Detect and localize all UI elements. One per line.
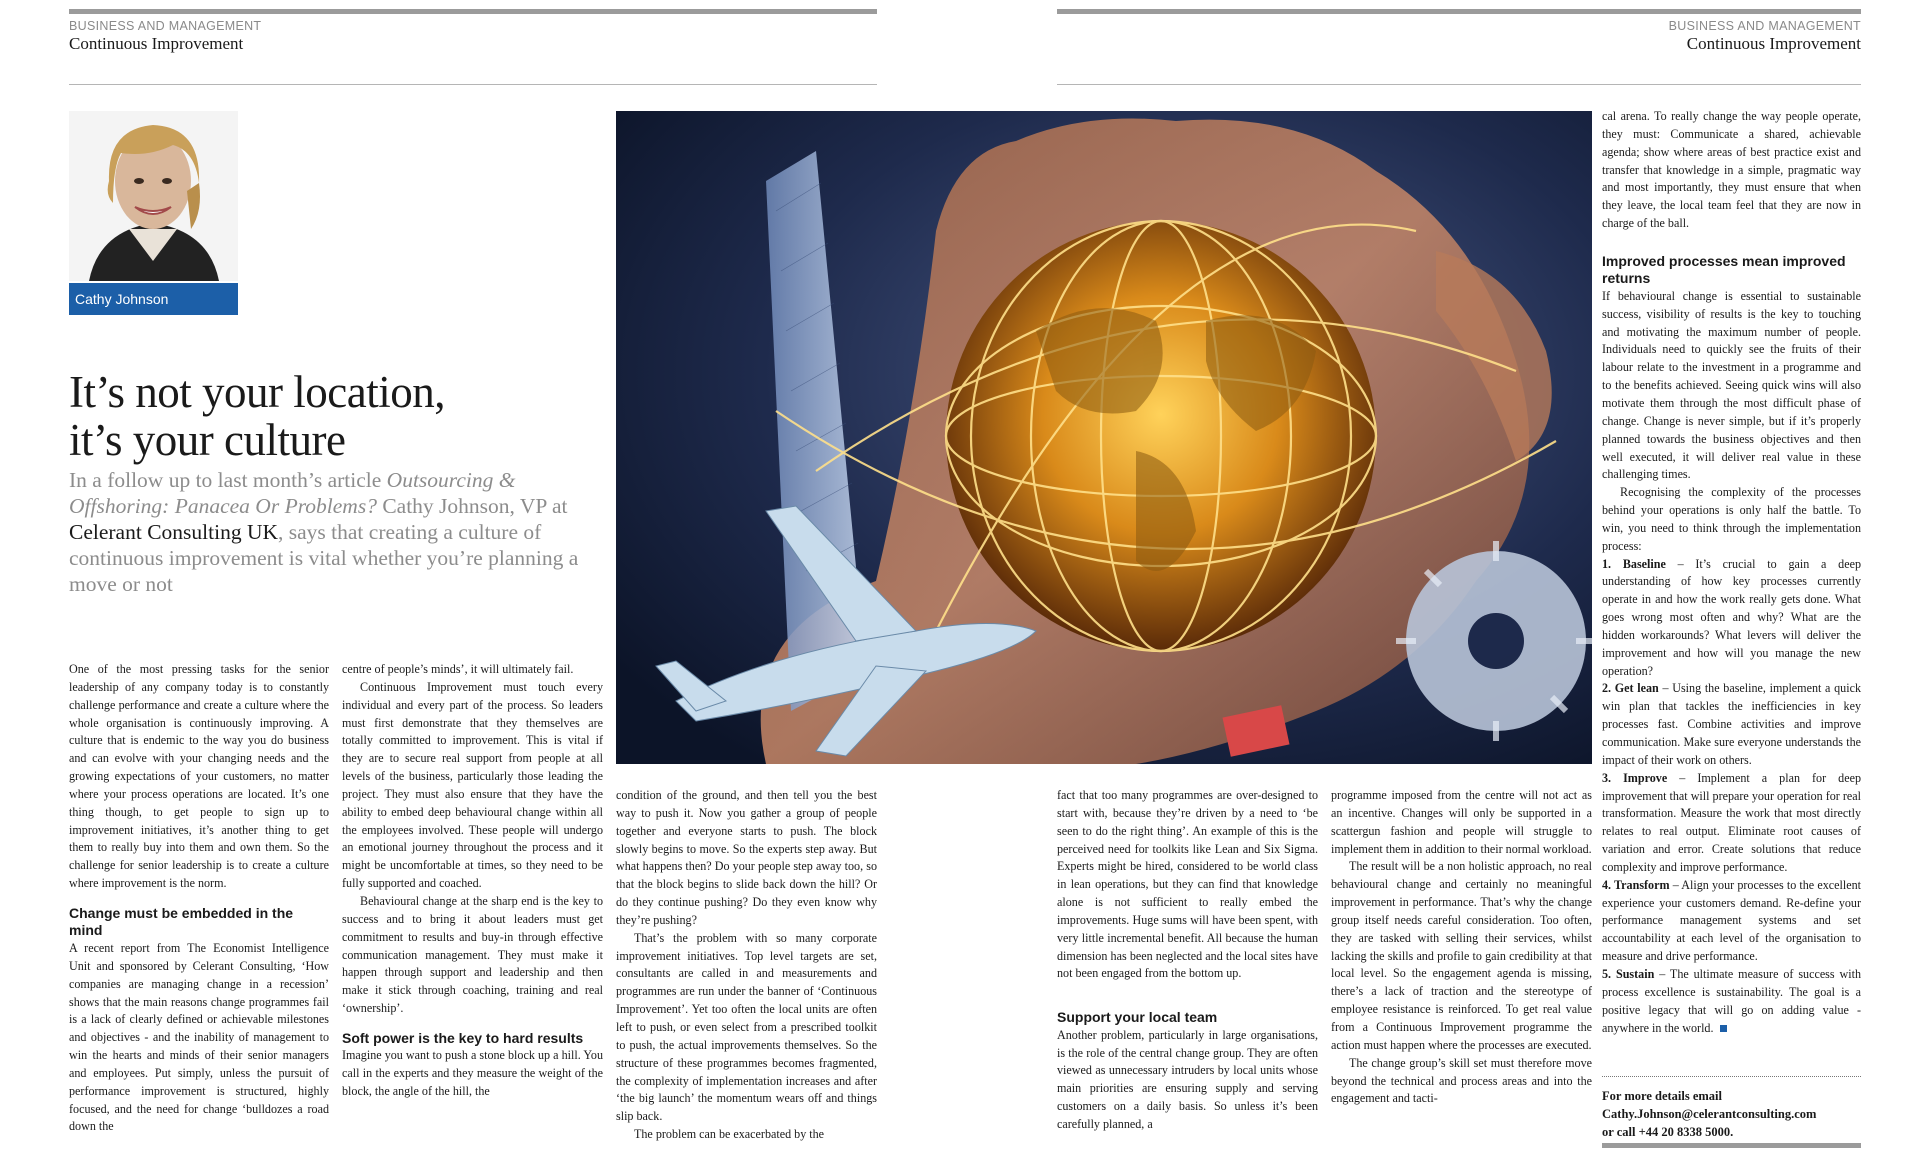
standfirst-part-1: In a follow up to last month’s article xyxy=(69,468,387,492)
author-name-tag: Cathy Johnson xyxy=(69,283,238,315)
standfirst-referenced-article: Outsourcing & Offshoring: Panacea Or Problems? xyxy=(69,468,516,518)
article-headline xyxy=(69,368,629,464)
step-transform xyxy=(1602,877,1861,966)
page-header-title-left: Continuous Improvement xyxy=(69,34,244,53)
step-baseline xyxy=(1602,556,1861,681)
paragraph: fact that too many programmes are over-designed to start with, because they’re driven by a need to ‘be seen to do the right thing’. An example of this is the perceived need for toolkits like Lean and Six Sigma. Experts might be hired, considered to be world class in lean operations, but they can find that knowledge alone is not sufficient to really embed the improvements. Huge sums will have been spent, with very little incremental benefit. All because the human dimension has been neglected and the local sites have not been engaged from the bottom up. xyxy=(1057,788,1318,981)
contact-email[interactable]: Cathy.Johnson@celerantconsulting.com xyxy=(1602,1107,1817,1121)
paragraph: The result will be a non holistic approach, no real behavioural change and certainly no meaningful improvement in performance. That’s why the change group itself needs careful consideration. Too often, they are tasked with selling their services, whilst lacking the skills and profile to gain credibility at that local level. So the engagement agenda is missing, there’s a lack of traction and the stereotype of employee resistance is reinforced. To get real value from a Continuous Improvement programme the action must happen where the processes are executed. xyxy=(1331,859,1592,1052)
step-text: – Implement a plan for deep improvement that will prepare your operation for real transformation. Measure the work that most directly relates to real output. Eliminate root causes of variation and error. Create solutions that reduce complexity and improve performance. xyxy=(1602,770,1861,874)
end-of-article-mark xyxy=(1720,1025,1727,1032)
column-4 xyxy=(1057,787,1318,1134)
paragraph: cal arena. To really change the way people operate, they must: Communicate a shared, achievable agenda; show where areas of best practice exist and transfer that knowledge in a simple, pragmatic way and most importantly, they must ensure that when they leave, the local team feel that they are now in charge of the ball. xyxy=(1602,109,1861,231)
step-lead: 5. Sustain xyxy=(1602,966,1655,981)
step-lead: 1. Baseline xyxy=(1602,556,1666,571)
step-text: – It’s crucial to gain a deep understanding of how key processes currently operate in and how the work really gets done. What goes wrong most often and why? What are the hidden workarounds? What levers will deliver the improvement and how will you manage the new operation? xyxy=(1602,556,1861,678)
standfirst-company: Celerant Consulting UK xyxy=(69,520,279,544)
headline-line-2: it’s your culture xyxy=(69,415,346,465)
paragraph: Another problem, particularly in large organisations, is the role of the central change group. They are often viewed as unnecessary intruders by local units whose main priorities are ensuring supply and serving customers on a daily basis. So unless it’s been carefully planned, a xyxy=(1057,1027,1318,1131)
contact-phone: or call +44 20 8338 5000. xyxy=(1602,1125,1734,1139)
headline-line-1: It’s not your location, xyxy=(69,367,445,417)
step-lead: 4. Transform xyxy=(1602,877,1670,892)
author-portrait xyxy=(69,111,238,281)
paragraph: A recent report from The Economist Intelligence Unit and sponsored by Celerant Consulting, ‘How companies are managing change in a recession’ shows that the main reasons change programmes fail is a lack of clearly defined or achievable milestones and objectives - and the inability of management to win the hearts and minds of their senior managers and employees. Put simply, unless the pursuit of performance improvement is structured, highly focused, and the need for change ‘bulldozes a road down the xyxy=(69,940,329,1134)
contact-line-1: For more details email xyxy=(1602,1089,1722,1103)
step-sustain xyxy=(1602,966,1861,1037)
top-rule-right xyxy=(1057,9,1861,14)
step-text: – Using the baseline, implement a quick win plan that tackles the inefficiencies in key processes fast. Combine activities and improve communication. Make sure everyone understands the impact of their work on others. xyxy=(1602,681,1861,767)
hero-image xyxy=(616,111,1592,764)
column-6 xyxy=(1602,108,1861,1037)
footer-rule-right xyxy=(1602,1143,1861,1148)
paragraph: Behavioural change at the sharp end is the key to success and to bring it about leaders must get commitment to results and buy-in through effective communication management. They must make it happen through support and leadership and then make it stick through coaching, training and real ‘ownership’. xyxy=(342,893,603,1016)
paragraph: One of the most pressing tasks for the senior leadership of any company today is to constantly challenge performance and create a culture where the whole organisation is continuously improving. A culture that is endemic to the way you do business and can evolve with your changing needs and the growing expectations of your customers, no matter where your process operations are located. It’s one thing though, to get people to sign up to improvement initiatives, it’s another thing to get them to really buy into them and own them. So the challenge for senior leadership is to create a culture where improvement is the norm. xyxy=(69,662,329,891)
paragraph: programme imposed from the centre will not act as an incentive. Changes will only be supported in a scattergun fashion and people will struggle to implement them in addition to their normal workload. xyxy=(1331,788,1592,856)
step-improve xyxy=(1602,770,1861,877)
page-header-title-right: Continuous Improvement xyxy=(1686,34,1861,53)
subheading: Improved processes mean improved returns xyxy=(1602,252,1846,287)
standfirst xyxy=(69,467,609,597)
step-text: – The ultimate measure of success with process excellence is sustainability. The goal is a positive legacy that will go on adding value - anywhere in the world. xyxy=(1602,966,1861,1035)
section-label-right: BUSINESS AND MANAGEMENT xyxy=(1668,19,1861,33)
paragraph: condition of the ground, and then tell you the best way to push it. Now you gather a group of people together and everyone starts to push. The block slowly begins to move. So the experts step away. But what happens then? Do your people step away too, so that the block begins to slide back down the hill? Or do they continue pushing? Do they even know why they’re pushing? xyxy=(616,788,877,927)
portrait-illustration xyxy=(69,111,238,281)
header-rule-right xyxy=(1057,84,1861,85)
globe-in-hand-illustration xyxy=(616,111,1592,764)
paragraph: If behavioural change is essential to sustainable success, visibility of results is the key to touching and motivating the maximum number of people. Individuals need to quickly see the fruits of their labour relate to the investment in a programme and to the benefits achieved. Seeing quick wins will also motivate them through the most difficult phase of change. Change is never simple, but if it’s properly planned towards the business objectives and then well executed, it will deliver real value in these challenging times. xyxy=(1602,288,1861,482)
subheading: Soft power is the key to hard results xyxy=(342,1029,584,1046)
step-lead: 2. Get lean xyxy=(1602,681,1659,696)
contact-divider xyxy=(1602,1076,1861,1077)
paragraph: centre of people’s minds’, it will ultimately fail. xyxy=(342,662,574,676)
paragraph: Imagine you want to push a stone block up a hill. You call in the experts and they measure the weight of the block, the angle of the hill, the xyxy=(342,1048,603,1099)
top-rule-left xyxy=(69,9,877,14)
step-get-lean xyxy=(1602,680,1861,769)
paragraph: That’s the problem with so many corporate improvement initiatives. Top level targets are set, consultants are called in and measurements and programmes are run under the banner of ‘Continuous Improvement’. Yet too often the local units are often left to push, or even select from a prescribed toolkit to push, the actual improvements themselves. So the structure of these programmes becomes fragmented, the complexity of implementation increases and after ‘the big launch’ the momentum wears off and things slip back. xyxy=(616,930,877,1124)
section-label-left: BUSINESS AND MANAGEMENT xyxy=(69,19,262,33)
step-text: – Align your processes to the excellent experience your customers demand. Re-define your performance management systems and set accountability at each level of the organisation to measure and drive performance. xyxy=(1602,877,1861,964)
header-rule-left xyxy=(69,84,877,85)
paragraph: The problem can be exacerbated by the xyxy=(634,1127,825,1142)
column-5 xyxy=(1331,787,1592,1108)
contact-box xyxy=(1602,1087,1861,1141)
standfirst-part-2: Cathy Johnson, VP at xyxy=(376,494,568,518)
paragraph: Continuous Improvement must touch every individual and every part of the process. So leaders must first demonstrate that they themselves are totally committed to improvement. This is vital if they are to secure real support from people at all levels of the business, particularly those leading the project. They must also ensure that they have the ability to embed deep behavioural change within all the employees involved. These people will undergo an emotional journey throughout the process and it might be uncomfortable at times, so they need to be fully supported and coached. xyxy=(342,679,603,891)
subheading: Support your local team xyxy=(1057,1009,1218,1026)
subheading: Change must be embedded in the mind xyxy=(69,904,294,939)
paragraph: Recognising the complexity of the processes behind your operations is only half the battle. To win, you need to think through the implementation process: xyxy=(1602,485,1861,553)
paragraph: The change group’s skill set must therefore move beyond the technical and process areas and into the engagement and tacti- xyxy=(1331,1055,1592,1106)
column-3 xyxy=(616,787,877,1144)
standfirst-part-3: , says that creating a culture of continuous improvement is vital whether you’re planning a move or not xyxy=(69,520,579,596)
column-1 xyxy=(69,661,329,1136)
column-2 xyxy=(342,661,603,1101)
step-lead: 3. Improve xyxy=(1602,770,1668,785)
